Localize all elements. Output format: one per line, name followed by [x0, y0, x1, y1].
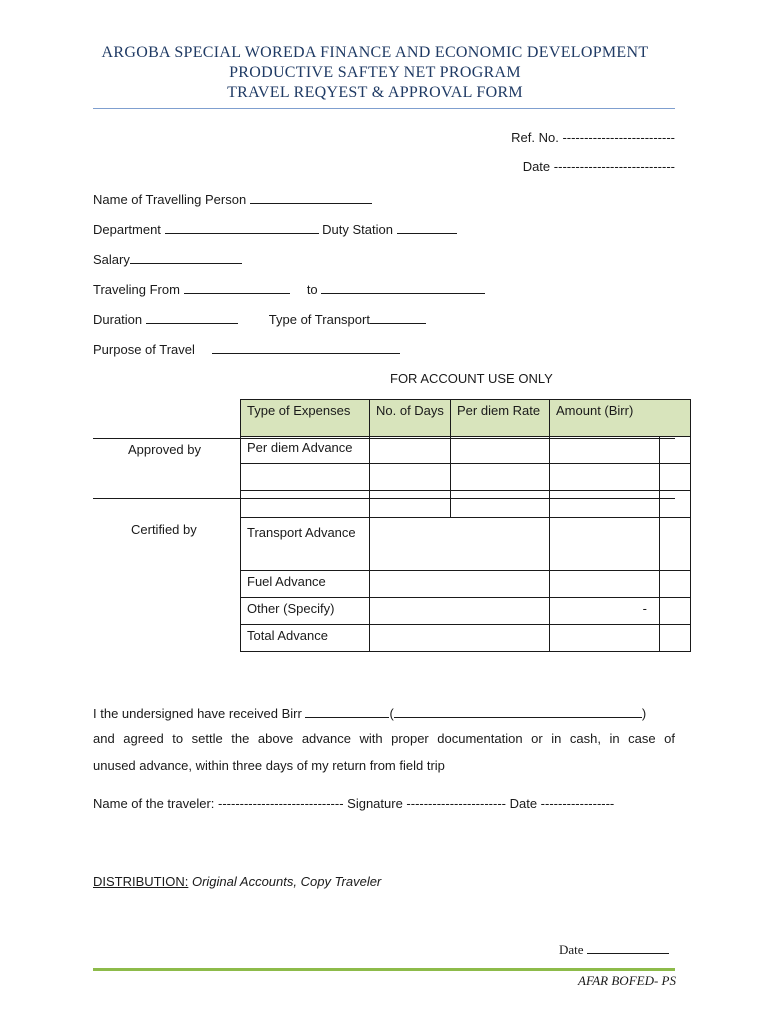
- row-other-amount[interactable]: -: [550, 598, 660, 625]
- to-field[interactable]: [321, 281, 485, 294]
- purpose-row: [93, 341, 400, 357]
- table-cell[interactable]: [241, 491, 370, 518]
- department-row: [93, 221, 457, 237]
- table-row: [241, 491, 691, 518]
- header-amount: Amount (Birr): [550, 400, 691, 437]
- ref-date: [523, 159, 675, 174]
- table-cell[interactable]: [370, 491, 451, 518]
- form-title: TRAVEL REQYEST & APPROVAL FORM: [227, 84, 523, 101]
- table-cell[interactable]: [660, 598, 691, 625]
- org-title: ARGOBA SPECIAL WOREDA FINANCE AND ECONOMIC DEVELOPMENT: [101, 44, 649, 61]
- header-per-diem-rate: Per diem Rate: [451, 400, 550, 437]
- header-rule: [93, 108, 675, 109]
- table-row: [241, 464, 691, 491]
- duration-row: [93, 311, 426, 327]
- purpose-field[interactable]: [212, 341, 400, 354]
- paren-open: (: [389, 706, 394, 721]
- approved-by-label: Approved by: [128, 442, 201, 457]
- declaration-line-1: [93, 705, 646, 721]
- purpose-label: Purpose of Travel: [93, 342, 195, 357]
- table-row: [241, 625, 691, 652]
- table-row: [241, 571, 691, 598]
- header-type-of-expenses: Type of Expenses: [241, 400, 370, 437]
- bottom-date-field[interactable]: [587, 941, 669, 954]
- row-fuel-label: Fuel Advance: [241, 571, 370, 598]
- department-field[interactable]: [165, 221, 319, 234]
- table-cell[interactable]: [660, 464, 691, 491]
- footer-rule: [93, 968, 675, 971]
- distribution: [93, 874, 381, 889]
- birr-amount-field[interactable]: [305, 705, 389, 718]
- table-cell[interactable]: [550, 437, 660, 464]
- table-cell[interactable]: [370, 625, 550, 652]
- table-cell[interactable]: [660, 491, 691, 518]
- table-cell[interactable]: [660, 518, 691, 571]
- name-label: Name of Travelling Person: [93, 192, 247, 207]
- duty-station-field[interactable]: [397, 221, 457, 234]
- salary-field[interactable]: [130, 251, 242, 264]
- ref-no-field[interactable]: --------------------------: [562, 130, 675, 145]
- table-cell[interactable]: [550, 625, 660, 652]
- duration-field[interactable]: [146, 311, 238, 324]
- bottom-date-label: Date: [559, 942, 584, 957]
- table-cell[interactable]: [550, 491, 660, 518]
- table-cell[interactable]: [451, 437, 550, 464]
- birr-words-field[interactable]: [394, 705, 642, 718]
- duty-station-label: Duty Station: [322, 222, 393, 237]
- transport-type-label: Type of Transport: [268, 312, 370, 327]
- ref-date-field[interactable]: ----------------------------: [553, 159, 675, 174]
- salary-row: [93, 251, 242, 267]
- table-cell[interactable]: [451, 464, 550, 491]
- footer-text: AFAR BOFED- PS: [578, 973, 676, 988]
- table-row: [241, 598, 691, 625]
- table-cell[interactable]: [550, 518, 660, 571]
- account-table: [240, 399, 691, 652]
- certified-by-label: Certified by: [131, 522, 197, 537]
- header-no-of-days: No. of Days: [370, 400, 451, 437]
- traveler-signature-line[interactable]: Name of the traveler: ----------------------------- Signature ----------------------- Date -----------------: [93, 796, 615, 811]
- department-label: Department: [93, 222, 161, 237]
- account-section-title: FOR ACCOUNT USE ONLY: [390, 371, 553, 386]
- table-cell[interactable]: [370, 437, 451, 464]
- bottom-date: [559, 941, 669, 958]
- salary-label: Salary: [93, 252, 130, 267]
- table-cell[interactable]: [451, 491, 550, 518]
- declaration-line-2: and agreed to settle the above advance with proper documentation or in cash, in case of: [93, 731, 675, 746]
- declaration-line-3: unused advance, within three days of my return from field trip: [93, 758, 445, 773]
- table-cell[interactable]: [660, 437, 691, 464]
- program-title: PRODUCTIVE SAFTEY NET PROGRAM: [229, 64, 521, 81]
- name-row: [93, 191, 372, 207]
- table-cell[interactable]: [370, 464, 451, 491]
- transport-type-field[interactable]: [370, 311, 426, 324]
- distribution-label: DISTRIBUTION:: [93, 874, 189, 889]
- table-row: [241, 437, 691, 464]
- ref-no: [511, 130, 675, 145]
- row-transport-label: Transport Advance: [241, 518, 370, 571]
- traveling-from-field[interactable]: [184, 281, 290, 294]
- row-other-label: Other (Specify): [241, 598, 370, 625]
- table-cell[interactable]: [550, 464, 660, 491]
- travel-from-row: [93, 281, 485, 297]
- ref-date-label: Date: [522, 159, 551, 174]
- table-cell[interactable]: [370, 571, 550, 598]
- table-row: [241, 518, 691, 571]
- row-total-label: Total Advance: [241, 625, 370, 652]
- table-cell[interactable]: [660, 625, 691, 652]
- ref-no-label: Ref. No.: [511, 130, 559, 145]
- table-cell[interactable]: [241, 464, 370, 491]
- declaration-received-text: I the undersigned have received Birr: [93, 706, 302, 721]
- paren-close: ): [641, 706, 647, 721]
- name-field[interactable]: [250, 191, 372, 204]
- to-label: to: [306, 282, 318, 297]
- traveling-from-label: Traveling From: [93, 282, 180, 297]
- table-cell[interactable]: [660, 571, 691, 598]
- table-cell[interactable]: [370, 598, 550, 625]
- distribution-text: Original Accounts, Copy Traveler: [191, 874, 382, 889]
- row-per-diem-label: Per diem Advance: [241, 437, 370, 464]
- table-cell[interactable]: [370, 518, 550, 571]
- account-table-header: [241, 400, 691, 437]
- table-cell[interactable]: [550, 571, 660, 598]
- duration-label: Duration: [93, 312, 143, 327]
